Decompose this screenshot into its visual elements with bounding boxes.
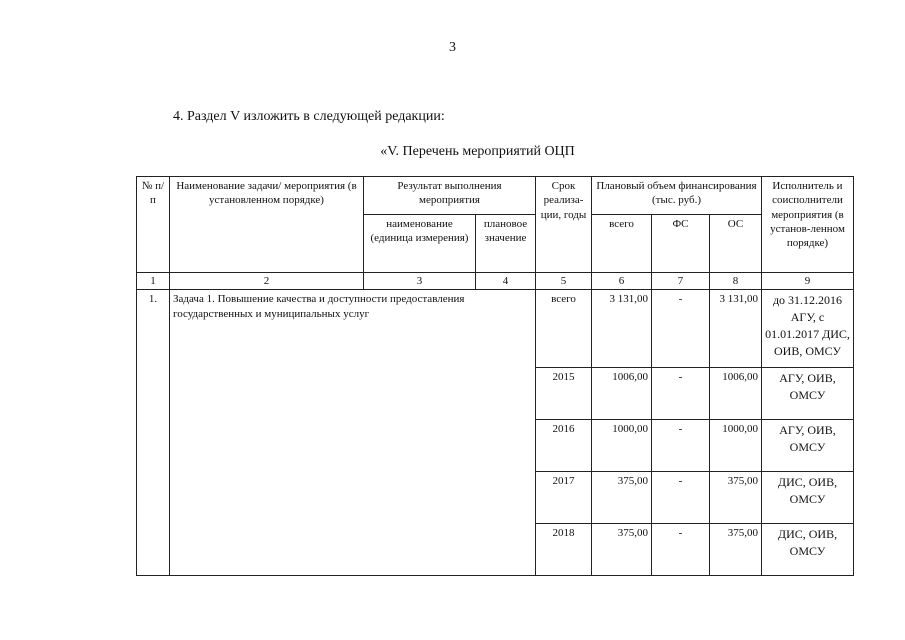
row-term: всего	[536, 290, 592, 368]
col-number: 1	[137, 273, 170, 290]
page-number: 3	[449, 40, 456, 55]
col-number: 8	[710, 273, 762, 290]
row-os: 3 131,00	[710, 290, 762, 368]
header-fs: ФС	[652, 215, 710, 273]
row-term: 2018	[536, 524, 592, 576]
row-total: 1006,00	[592, 368, 652, 420]
header-executor: Исполнитель и соисполнители мероприятия (в установ-ленном порядке)	[762, 177, 854, 273]
row-fs: -	[652, 368, 710, 420]
header-term: Срок реализа-ции, годы	[536, 177, 592, 273]
section-title: «V. Перечень мероприятий ОЦП	[380, 144, 575, 159]
header-name: Наименование задачи/ мероприятия (в установленном порядке)	[170, 177, 364, 273]
task-name: Задача 1. Повышение качества и доступности предоставления государственных и муниципальных услуг	[170, 290, 536, 576]
row-term: 2016	[536, 420, 592, 472]
row-term: 2015	[536, 368, 592, 420]
row-fs: -	[652, 472, 710, 524]
row-executor: АГУ, ОИВ, ОМСУ	[762, 368, 854, 420]
header-os: ОС	[710, 215, 762, 273]
col-number: 9	[762, 273, 854, 290]
row-term: 2017	[536, 472, 592, 524]
header-result: Результат выполнения мероприятия	[364, 177, 536, 215]
intro-text: 4. Раздел V изложить в следующей редакции:	[173, 109, 445, 124]
row-executor: АГУ, ОИВ, ОМСУ	[762, 420, 854, 472]
header-result-plan: плановое значение	[476, 215, 536, 273]
row-total: 375,00	[592, 524, 652, 576]
header-num: № п/п	[137, 177, 170, 273]
header-result-name: наименование (единица измерения)	[364, 215, 476, 273]
row-fs: -	[652, 524, 710, 576]
col-number: 3	[364, 273, 476, 290]
col-number: 5	[536, 273, 592, 290]
header-total: всего	[592, 215, 652, 273]
row-total: 375,00	[592, 472, 652, 524]
col-number: 7	[652, 273, 710, 290]
row-total: 3 131,00	[592, 290, 652, 368]
row-fs: -	[652, 420, 710, 472]
row-executor: ДИС, ОИВ, ОМСУ	[762, 472, 854, 524]
row-total: 1000,00	[592, 420, 652, 472]
row-fs: -	[652, 290, 710, 368]
row-os: 1000,00	[710, 420, 762, 472]
col-number: 4	[476, 273, 536, 290]
col-number: 6	[592, 273, 652, 290]
header-funding: Плановый объем финансирования (тыс. руб.)	[592, 177, 762, 215]
measures-table	[136, 176, 854, 576]
task-number: 1.	[137, 290, 170, 576]
row-os: 1006,00	[710, 368, 762, 420]
row-os: 375,00	[710, 472, 762, 524]
col-number: 2	[170, 273, 364, 290]
row-os: 375,00	[710, 524, 762, 576]
row-executor: до 31.12.2016 АГУ, с 01.01.2017 ДИС, ОИВ, ОМСУ	[762, 290, 854, 368]
row-executor: ДИС, ОИВ, ОМСУ	[762, 524, 854, 576]
